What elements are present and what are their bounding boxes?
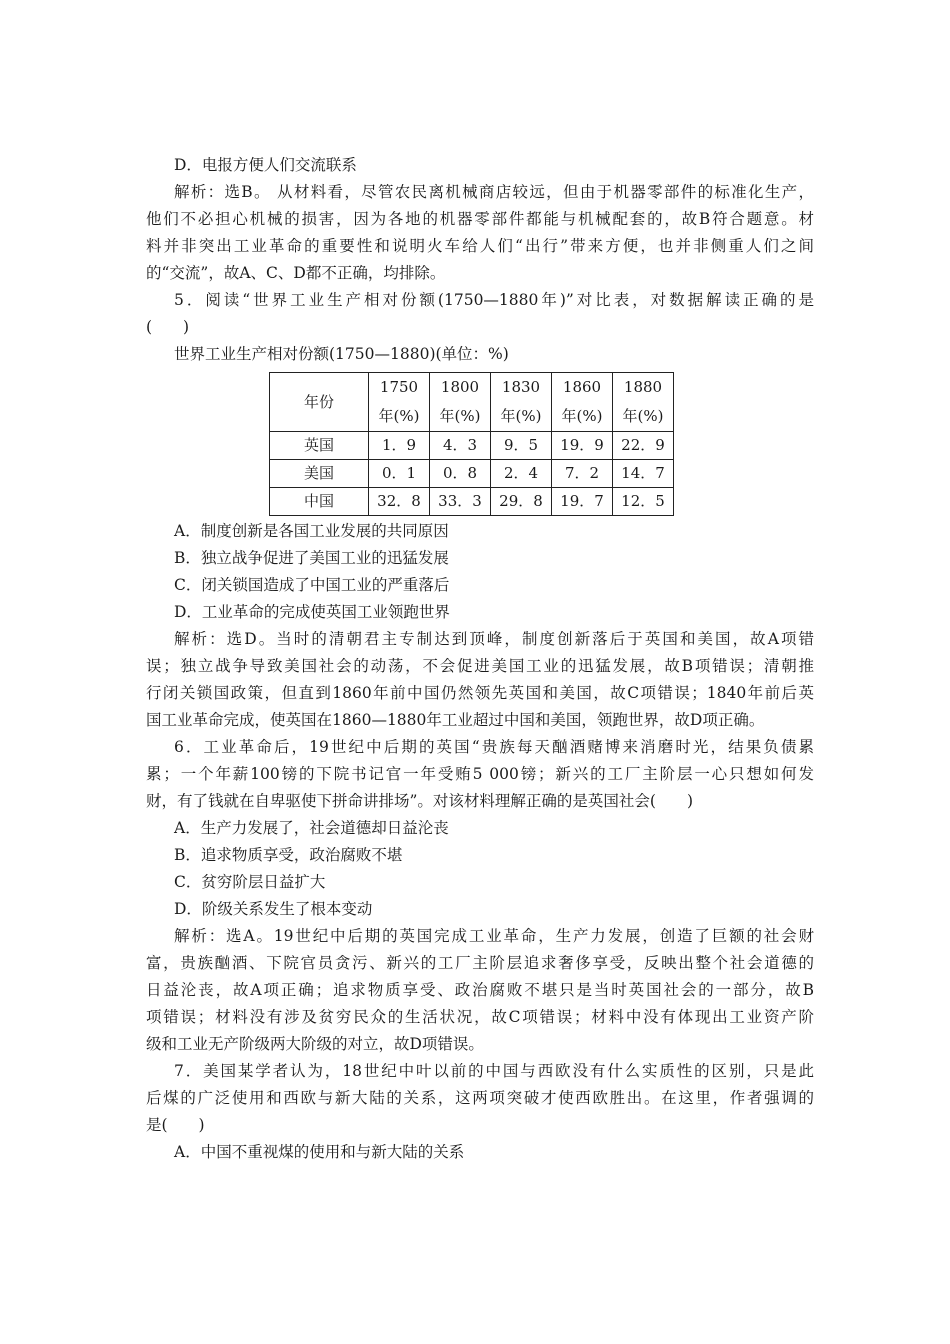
text-line: 后煤的广泛使用和西欧与新大陆的关系，这两项突破才使西欧胜出。在这里，作者强调的 <box>146 1089 814 1107</box>
table-header-row <box>270 373 674 432</box>
table-header-cell <box>613 373 674 432</box>
table-cell: 7．2 <box>552 460 613 488</box>
table-header-cell <box>491 373 552 432</box>
row-country-cell: 英国 <box>270 432 369 460</box>
text-line: 是( ) <box>146 1116 205 1134</box>
text-block-bottom <box>146 518 814 1166</box>
industry-share-table <box>269 372 674 516</box>
text-line: 的“交流”，故A、C、D都不正确，均排除。 <box>146 264 446 282</box>
text-line: D．阶级关系发生了根本变动 <box>174 900 373 918</box>
table-cell: 2．4 <box>491 460 552 488</box>
header-unit: 年(%) <box>622 407 664 425</box>
table-cell: 9．5 <box>491 432 552 460</box>
header-year: 1800 <box>440 378 480 396</box>
text-line: 项错误；材料没有涉及贫穷民众的生活状况，故C项错误；材料中没有体现出工业资产阶 <box>146 1008 814 1026</box>
text-line: ( ) <box>146 318 190 336</box>
table-row <box>270 432 674 460</box>
header-unit: 年(%) <box>561 407 603 425</box>
document-page <box>146 152 814 1166</box>
header-unit: 年(%) <box>500 407 542 425</box>
table-corner-cell: 年份 <box>270 373 369 432</box>
text-line: 解析：选D。当时的清朝君主专制达到顶峰，制度创新落后于英国和美国，故A项错 <box>174 630 814 648</box>
text-line: D．工业革命的完成使英国工业领跑世界 <box>174 603 450 621</box>
table-cell: 4．3 <box>430 432 491 460</box>
row-country-cell: 中国 <box>270 488 369 516</box>
text-line: 国工业革命完成，使英国在1860—1880年工业超过中国和美国，领跑世界，故D项正确。 <box>146 711 765 729</box>
text-line: C．贫穷阶层日益扩大 <box>174 873 326 891</box>
table-cell: 29．8 <box>491 488 552 516</box>
text-line: 6．工业革命后，19世纪中后期的英国“贵族每天酗酒赌博来消磨时光，结果负债累 <box>174 738 814 756</box>
text-line: A．生产力发展了，社会道德却日益沦丧 <box>174 819 449 837</box>
text-line: 日益沦丧，故A项正确；追求物质享受、政治腐败不堪只是当时英国社会的一部分，故B <box>146 981 814 999</box>
text-line: C．闭关锁国造成了中国工业的严重落后 <box>174 576 450 594</box>
text-line: 富，贵族酗酒、下院官员贪污、新兴的工厂主阶层追求奢侈享受，反映出整个社会道德的 <box>146 954 814 972</box>
text-line: 7．美国某学者认为，18世纪中叶以前的中国与西欧没有什么实质性的区别，只是此 <box>174 1062 814 1080</box>
table-caption: 世界工业生产相对份额(1750—1880)(单位：%) <box>174 345 509 363</box>
text-line: 级和工业无产阶级两大阶级的对立，故D项错误。 <box>146 1035 484 1053</box>
table-row <box>270 460 674 488</box>
table-cell: 0．8 <box>430 460 491 488</box>
row-country-cell: 美国 <box>270 460 369 488</box>
table-header-cell <box>430 373 491 432</box>
header-year: 1750 <box>379 378 419 396</box>
text-line: D．电报方便人们交流联系 <box>174 156 357 174</box>
text-line: 5．阅读“世界工业生产相对份额(1750—1880年)”对比表，对数据解读正确的是 <box>174 291 814 309</box>
text-line: 他们不必担心机械的损害，因为各地的机器零部件都能与机械配套的，故B符合题意。材 <box>146 210 814 228</box>
text-line: 累；一个年薪100镑的下院书记官一年受贿5 000镑；新兴的工厂主阶层一心只想如何发 <box>146 765 814 783</box>
table-header-cell <box>369 373 430 432</box>
table-cell: 19．9 <box>552 432 613 460</box>
table-cell: 14．7 <box>613 460 674 488</box>
text-line: 误；独立战争导致美国社会的动荡，不会促进美国工业的迅猛发展，故B项错误；清朝推 <box>146 657 814 675</box>
text-block-top <box>146 152 814 341</box>
text-line: B．独立战争促进了美国工业的迅猛发展 <box>174 549 449 567</box>
table-cell: 22．9 <box>613 432 674 460</box>
table-cell: 33．3 <box>430 488 491 516</box>
text-line: 解析：选B。 从材料看，尽管农民离机械商店较远，但由于机器零部件的标准化生产， <box>174 183 814 201</box>
table-cell: 19．7 <box>552 488 613 516</box>
table-cell: 0．1 <box>369 460 430 488</box>
text-line: 料并非突出工业革命的重要性和说明火车给人们“出行”带来方便，也并非侧重人们之间 <box>146 237 814 255</box>
table-cell: 1．9 <box>369 432 430 460</box>
header-year: 1830 <box>501 378 541 396</box>
text-line: A．制度创新是各国工业发展的共同原因 <box>174 522 449 540</box>
header-unit: 年(%) <box>378 407 420 425</box>
text-line: 行闭关锁国政策，但直到1860年前中国仍然领先英国和美国，故C项错误；1840年前后英 <box>146 684 814 702</box>
table-header-cell <box>552 373 613 432</box>
header-year: 1860 <box>562 378 602 396</box>
text-line: 财，有了钱就在自卑驱使下拼命讲排场”。对该材料理解正确的是英国社会( ) <box>146 792 694 810</box>
text-line: 解析：选A。19世纪中后期的英国完成工业革命，生产力发展，创造了巨额的社会财 <box>174 927 814 945</box>
table-cell: 12．5 <box>613 488 674 516</box>
header-unit: 年(%) <box>439 407 481 425</box>
text-line: B．追求物质享受，政治腐败不堪 <box>174 846 403 864</box>
table-row <box>270 488 674 516</box>
text-line: A．中国不重视煤的使用和与新大陆的关系 <box>174 1143 465 1161</box>
table-cell: 32．8 <box>369 488 430 516</box>
header-year: 1880 <box>623 378 663 396</box>
